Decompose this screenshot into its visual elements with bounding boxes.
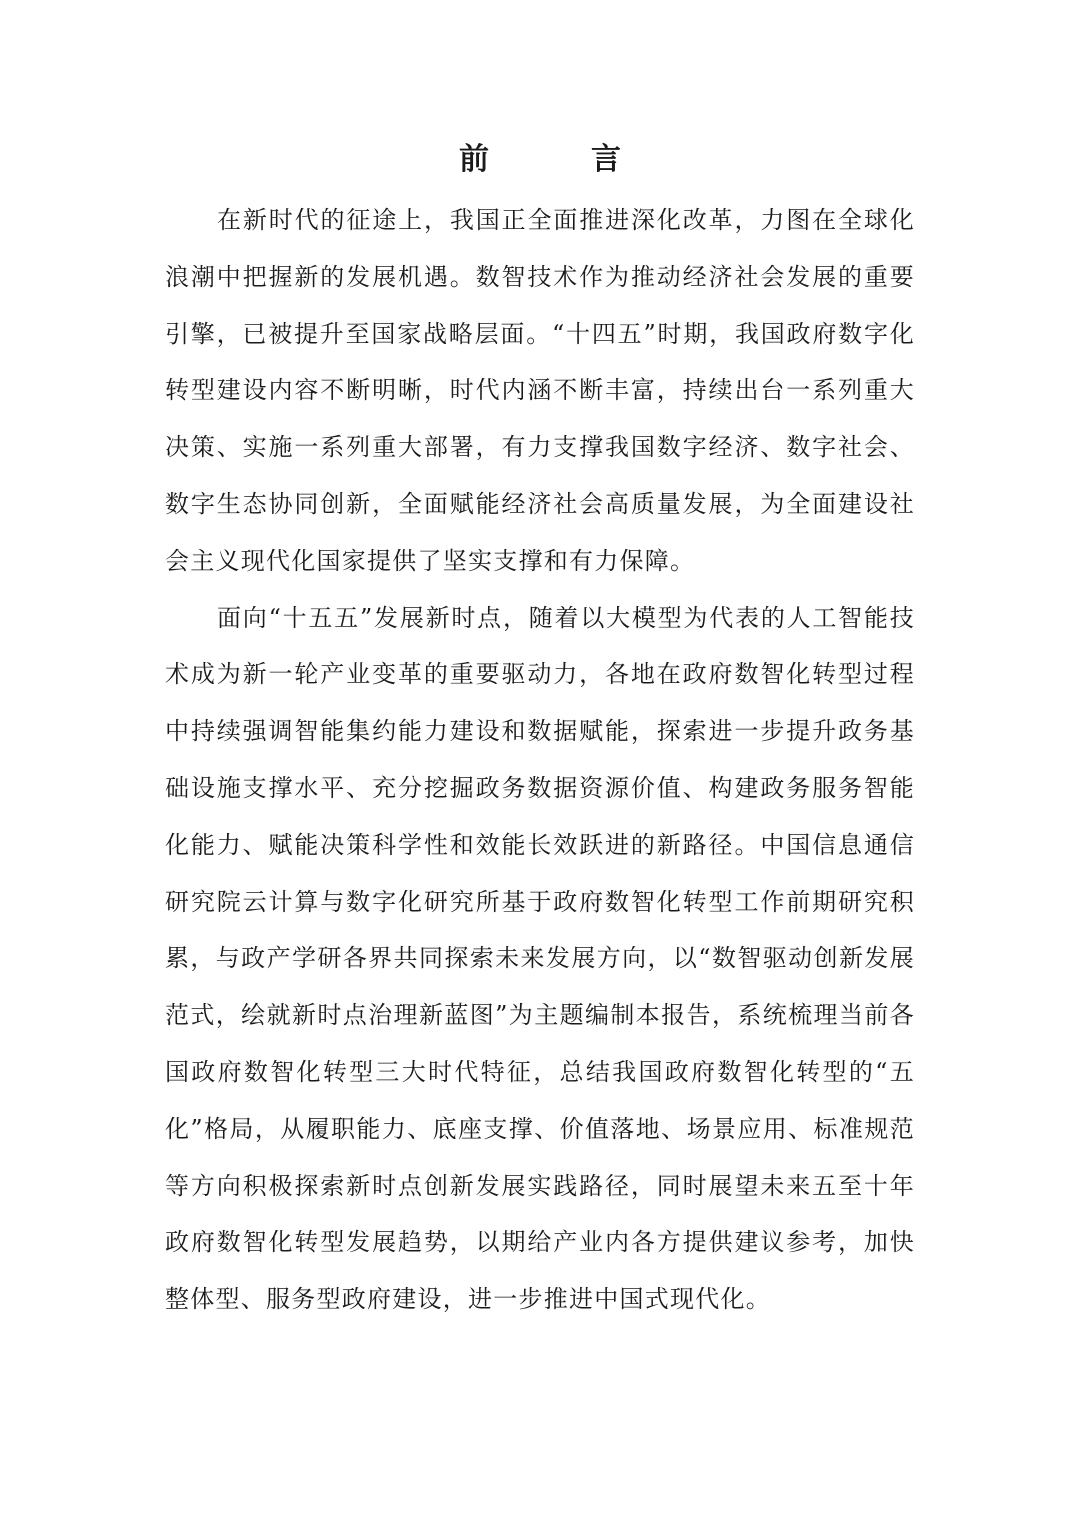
page-title: 前 言 xyxy=(459,142,657,177)
paragraph-2: 面向“十五五”发展新时点，随着以大模型为代表的人工智能技术成为新一轮产业变革的重要驱动力，各地在政府数智化转型过程中持续强调智能集约能力建设和数据赋能，探索进一步提升政务基础设施支撑水平、充分挖掘政务数据资源价值、构建政务服务智能化能力、赋能决策科学性和效能长效跃进的新路径。中国信息通信研究院云计算与数字化研究所基于政府数智化转型工作前期研究积累，与政产学研各界共同探索未来发展方向，以“数智驱动创新发展范式，绘就新时点治理新蓝图”为主题编制本报告，系统梳理当前各国政府数智化转型三大时代特征，总结我国政府数智化转型的“五化”格局，从履职能力、底座支撑、价值落地、场景应用、标准规范等方向积极探索新时点创新发展实践路径，同时展望未来五至十年政府数智化转型发展趋势，以期给产业内各方提供建议参考，加快整体型、服务型政府建设，进一步推进中国式现代化。 xyxy=(165,603,915,1314)
paragraph-1: 在新时代的征途上，我国正全面推进深化改革，力图在全球化浪潮中把握新的发展机遇。数智技术作为推动经济社会发展的重要引擎，已被提升至国家战略层面。“十四五”时期，我国政府数字化转型建设内容不断明晰，时代内涵不断丰富，持续出台一系列重大决策、实施一系列重大部署，有力支撑我国数字经济、数字社会、数字生态协同创新，全面赋能经济社会高质量发展，为全面建设社会主义现代化国家提供了坚实支撑和有力保障。 xyxy=(165,206,915,575)
body-text xyxy=(165,192,915,1328)
